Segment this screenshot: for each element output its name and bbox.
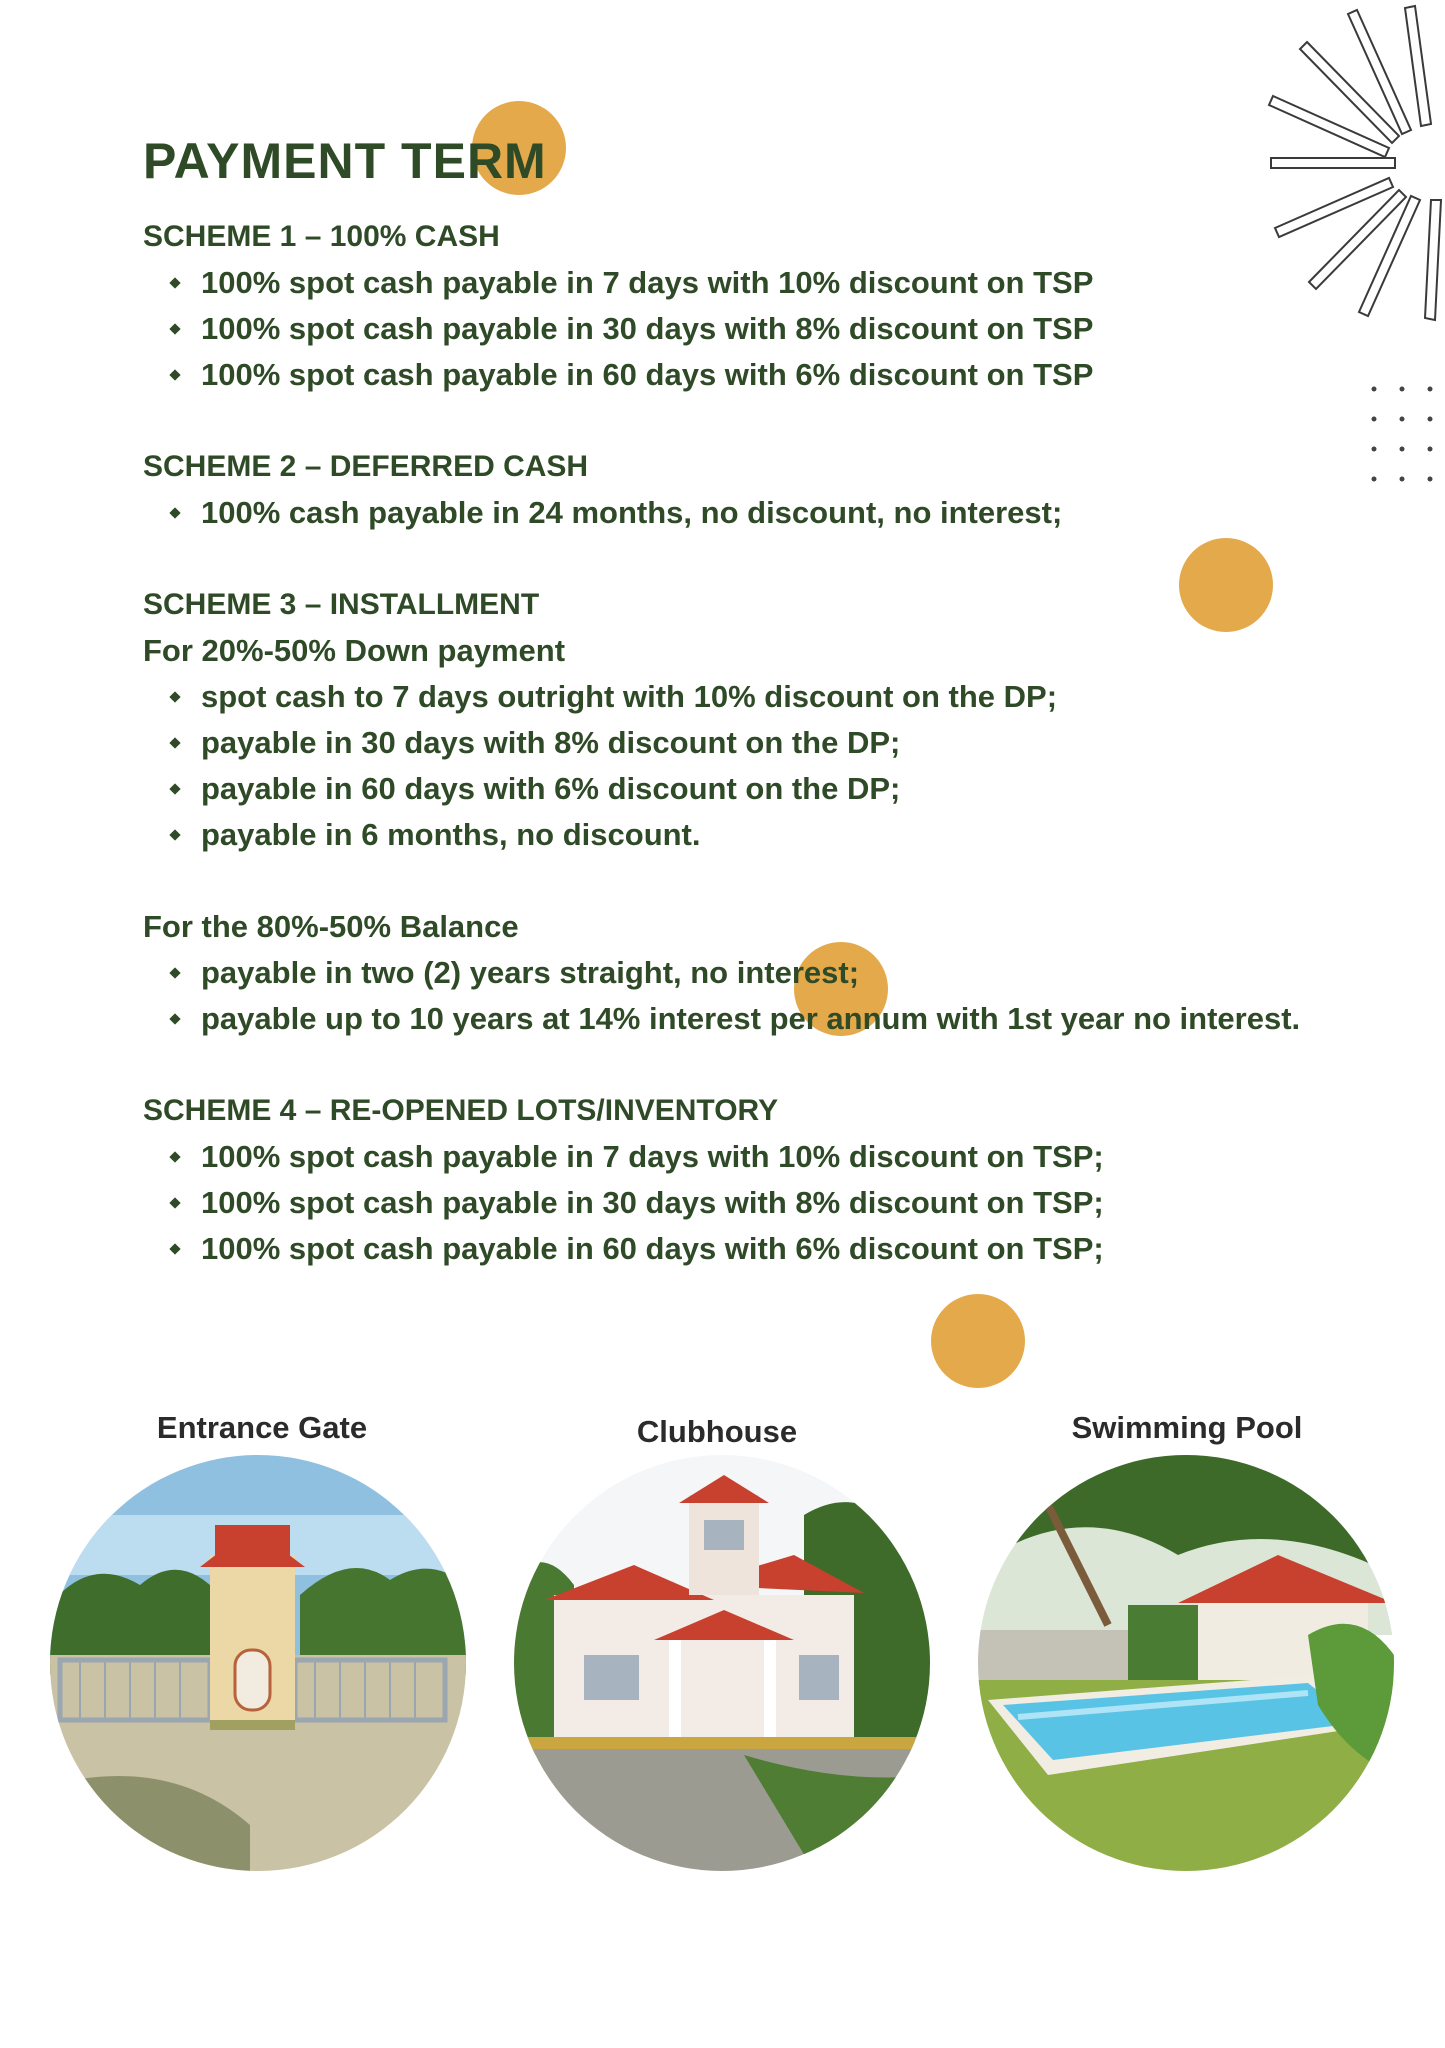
diamond-bullet-icon [169, 967, 180, 978]
amenity-label-clubhouse: Clubhouse [636, 1414, 798, 1449]
list-item: 100% spot cash payable in 60 days with 6% discount on TSP; [169, 1226, 1423, 1272]
list-item: 100% spot cash payable in 7 days with 10% discount on TSP; [169, 1134, 1423, 1180]
scheme-4 [143, 1088, 1423, 1272]
list-item: payable up to 10 years at 14% interest per annum with 1st year no interest. [169, 996, 1423, 1042]
scheme-1 [143, 214, 1423, 398]
diamond-bullet-icon [169, 691, 180, 702]
list-item: payable in 6 months, no discount. [169, 812, 1423, 858]
payment-schemes [143, 214, 1423, 1318]
diamond-bullet-icon [169, 323, 180, 334]
scheme-2-list [143, 490, 1423, 536]
list-item: 100% spot cash payable in 7 days with 10% discount on TSP [169, 260, 1423, 306]
swimming-pool-photo [978, 1455, 1394, 1871]
page-title: PAYMENT TERM [143, 133, 547, 189]
diamond-bullet-icon [169, 507, 180, 518]
diamond-bullet-icon [169, 1243, 180, 1254]
diamond-bullet-icon [169, 737, 180, 748]
clubhouse-photo [514, 1455, 930, 1871]
list-item: 100% spot cash payable in 60 days with 6% discount on TSP [169, 352, 1423, 398]
list-item: 100% spot cash payable in 30 days with 8% discount on TSP [169, 306, 1423, 352]
list-item: 100% spot cash payable in 30 days with 8% discount on TSP; [169, 1180, 1423, 1226]
amenity-label-swimming-pool: Swimming Pool [1071, 1410, 1303, 1445]
scheme-1-list [143, 260, 1423, 398]
scheme-3-balance [143, 904, 1423, 1042]
scheme-heading: SCHEME 3 – INSTALLMENT [143, 588, 540, 621]
diamond-bullet-icon [169, 277, 180, 288]
diamond-bullet-icon [169, 783, 180, 794]
list-item: payable in 30 days with 8% discount on the DP; [169, 720, 1423, 766]
list-item: 100% cash payable in 24 months, no discount, no interest; [169, 490, 1423, 536]
diamond-bullet-icon [169, 1197, 180, 1208]
down-payment-label: For 20%-50% Down payment [143, 633, 566, 668]
balance-list [143, 950, 1423, 1042]
scheme-heading: SCHEME 1 – 100% CASH [143, 220, 500, 253]
list-item: payable in 60 days with 6% discount on the DP; [169, 766, 1423, 812]
diamond-bullet-icon [169, 829, 180, 840]
scheme-heading: SCHEME 2 – DEFERRED CASH [143, 450, 589, 483]
scheme-4-list [143, 1134, 1423, 1272]
scheme-2 [143, 444, 1423, 536]
scheme-heading: SCHEME 4 – RE-OPENED LOTS/INVENTORY [143, 1094, 779, 1127]
balance-label: For the 80%-50% Balance [143, 909, 519, 944]
down-payment-list [143, 674, 1423, 858]
list-item: payable in two (2) years straight, no interest; [169, 950, 1423, 996]
diamond-bullet-icon [169, 1151, 180, 1162]
diamond-bullet-icon [169, 369, 180, 380]
entrance-gate-photo [50, 1455, 466, 1871]
amenity-label-entrance-gate: Entrance Gate [156, 1410, 368, 1445]
diamond-bullet-icon [169, 1013, 180, 1024]
list-item: spot cash to 7 days outright with 10% discount on the DP; [169, 674, 1423, 720]
scheme-3 [143, 582, 1423, 858]
